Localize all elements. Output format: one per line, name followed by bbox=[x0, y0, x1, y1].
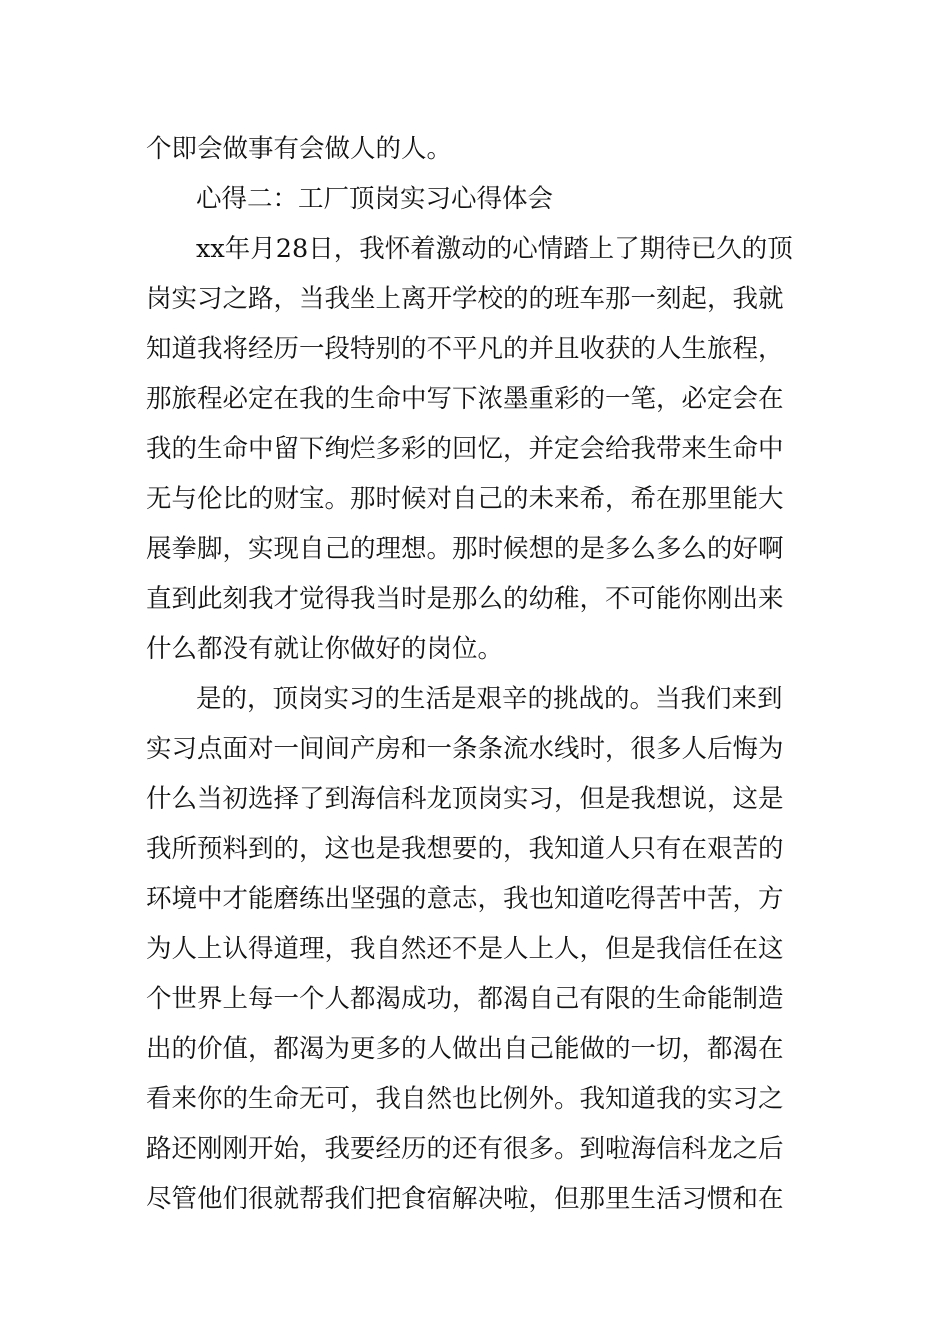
text-line: 什么当初选择了到海信科龙顶岗实习，但是我想说，这是 bbox=[146, 784, 784, 814]
text-line: 看来你的生命无可，我自然也比例外。我知道我的实习之 bbox=[146, 1084, 784, 1114]
text-line: 环境中才能磨练出坚强的意志，我也知道吃得苦中苦，方 bbox=[146, 884, 784, 914]
text-line: 尽管他们很就帮我们把食宿解决啦，但那里生活习惯和在 bbox=[146, 1184, 784, 1214]
text-line: 我所预料到的，这也是我想要的，我知道人只有在艰苦的 bbox=[146, 834, 784, 864]
text-line: xx年月28日，我怀着激动的心情踏上了期待已久的顶 bbox=[196, 234, 793, 264]
text-line: 实习点面对一间间产房和一条条流水线时，很多人后悔为 bbox=[146, 734, 784, 764]
text-line: 出的价值，都渴为更多的人做出自己能做的一切，都渴在 bbox=[146, 1034, 784, 1064]
text-line: 是的，顶岗实习的生活是艰辛的挑战的。当我们来到 bbox=[196, 684, 783, 714]
text-line: 为人上认得道理，我自然还不是人上人，但是我信任在这 bbox=[146, 934, 784, 964]
text-line: 岗实习之路，当我坐上离开学校的的班车那一刻起，我就 bbox=[146, 284, 784, 314]
text-line: 什么都没有就让你做好的岗位。 bbox=[146, 634, 504, 664]
text-line: 无与伦比的财宝。那时候对自己的未来希，希在那里能大 bbox=[146, 484, 784, 514]
text-line: 知道我将经历一段特别的不平凡的并且收获的人生旅程， bbox=[146, 334, 784, 364]
text-line: 展拳脚，实现自己的理想。那时候想的是多么多么的好啊 bbox=[146, 534, 784, 564]
text-line: 个世界上每一个人都渴成功，都渴自己有限的生命能制造 bbox=[146, 984, 784, 1014]
text-line: 那旅程必定在我的生命中写下浓墨重彩的一笔，必定会在 bbox=[146, 384, 784, 414]
section-heading: 心得二：工厂顶岗实习心得体会 bbox=[196, 184, 554, 214]
text-line: 路还刚刚开始，我要经历的还有很多。到啦海信科龙之后 bbox=[146, 1134, 784, 1164]
text-line: 我的生命中留下绚烂多彩的回忆，并定会给我带来生命中 bbox=[146, 434, 784, 464]
text-line: 个即会做事有会做人的人。 bbox=[146, 134, 453, 164]
text-line: 直到此刻我才觉得我当时是那么的幼稚，不可能你刚出来 bbox=[146, 584, 784, 614]
